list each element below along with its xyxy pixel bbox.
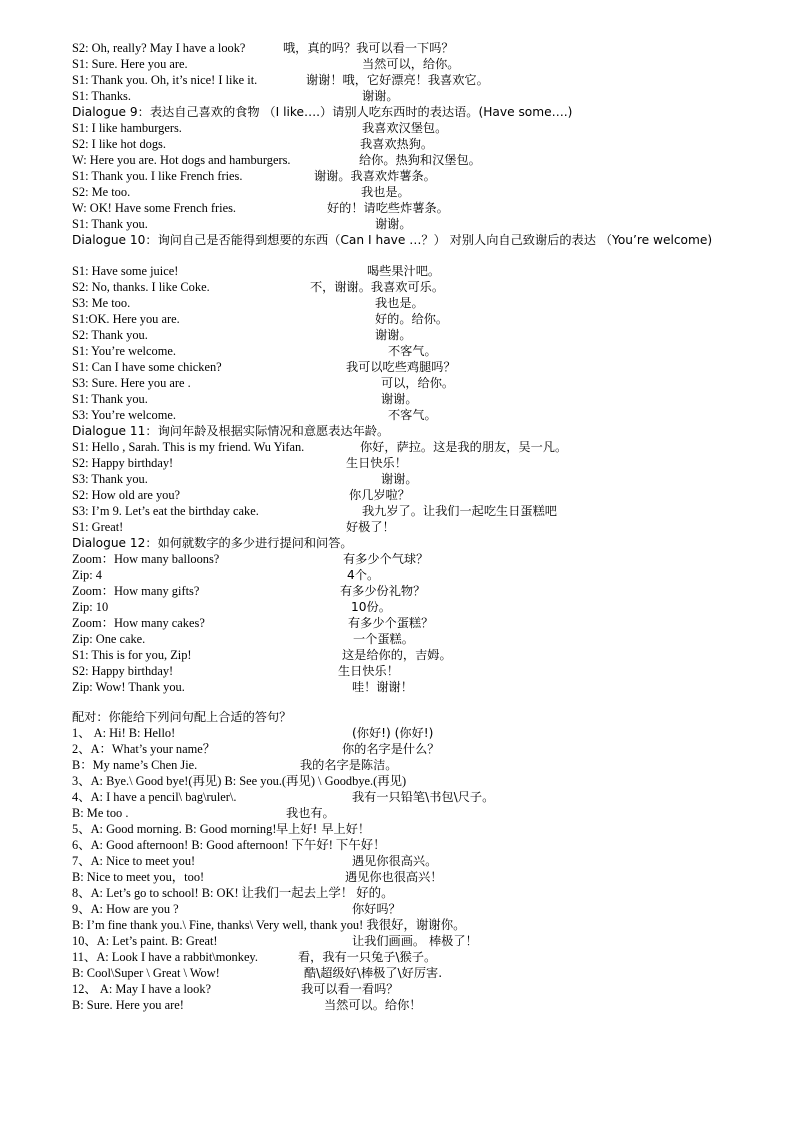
dialogue-line: [72, 869, 762, 885]
dialogue-line: [72, 757, 762, 773]
english-text: S2: I like hot dogs.: [72, 137, 166, 151]
english-text: Zip: One cake.: [72, 632, 146, 646]
heading-text: Dialogue 11：询问年龄及根据实际情况和意愿表达年龄。: [72, 424, 390, 438]
english-text: B: I’m fine thank you.\ Fine, thanks\ Very well, thank you! 我很好，谢谢你。: [72, 918, 466, 932]
english-text: S2: Thank you.: [72, 328, 148, 342]
english-text: B: Cool\Super \ Great \ Wow!: [72, 966, 220, 980]
english-text: Zip: 4: [72, 568, 102, 582]
chinese-translation: 遇见你很高兴。: [352, 854, 438, 868]
chinese-translation: 不客气。: [388, 408, 437, 422]
dialogue-line: [72, 88, 762, 104]
english-text: B: Nice to meet you，too!: [72, 870, 205, 884]
chinese-translation: 谢谢。: [375, 217, 412, 231]
dialogue-line: [72, 216, 762, 232]
dialogue-line: [72, 853, 762, 869]
english-text: S3: You’re welcome.: [72, 408, 176, 422]
chinese-translation: 我也是。: [375, 296, 424, 310]
chinese-translation: 不，谢谢。我喜欢可乐。: [310, 280, 445, 294]
chinese-translation: 4个。: [347, 568, 380, 582]
english-text: S2: No, thanks. I like Coke.: [72, 280, 210, 294]
chinese-translation: 这是给你的，吉姆。: [342, 648, 452, 662]
dialogue-line: [72, 359, 762, 375]
dialogue-line: [72, 279, 762, 295]
section-heading: [72, 423, 762, 439]
chinese-translation: 当然可以。给你！: [324, 998, 422, 1012]
english-text: 5、A: Good morning. B: Good morning!: [72, 822, 277, 836]
english-text: S1: You’re welcome.: [72, 344, 176, 358]
english-text: S2: Happy birthday!: [72, 456, 174, 470]
dialogue-line: [72, 981, 762, 997]
english-text: S3: Thank you.: [72, 472, 148, 486]
chinese-translation: 谢谢。: [362, 89, 399, 103]
chinese-translation: 我九岁了。让我们一起吃生日蛋糕吧: [362, 504, 557, 518]
chinese-translation: 我可以吃些鸡腿吗？: [346, 360, 456, 374]
dialogue-line: [72, 805, 762, 821]
chinese-translation: 我喜欢汉堡包。: [362, 121, 448, 135]
dialogue-line: [72, 949, 762, 965]
dialogue-line: [72, 471, 762, 487]
english-text: Zip: Wow! Thank you.: [72, 680, 185, 694]
dialogue-line: [72, 647, 762, 663]
dialogue-line: [72, 917, 762, 933]
chinese-translation: 我的名字是陈洁。: [300, 758, 398, 772]
dialogue-line: [72, 519, 762, 535]
chinese-translation: 一个蛋糕。: [353, 632, 414, 646]
dialogue-line: [72, 136, 762, 152]
english-text: 8、A: Let’s go to school! B: OK! 让我们一起去上学！ 好的。: [72, 886, 394, 900]
dialogue-line: [72, 152, 762, 168]
chinese-translation: 好的！请吃些炸薯条。: [327, 201, 449, 215]
dialogue-line: [72, 837, 762, 853]
english-text: S1: Thanks.: [72, 89, 131, 103]
dialogue-line: [72, 599, 762, 615]
dialogue-line: [72, 40, 762, 56]
english-text: S1: Thank you. I like French fries.: [72, 169, 243, 183]
dialogue-line: [72, 901, 762, 917]
chinese-translation: 10份。: [351, 600, 391, 614]
chinese-translation: 哇！谢谢！: [352, 680, 413, 694]
english-text: Zip: 10: [72, 600, 109, 614]
dialogue-line: [72, 56, 762, 72]
english-text: S2: How old are you?: [72, 488, 181, 502]
dialogue-line: [72, 821, 762, 837]
chinese-translation: 你几岁啦？: [349, 488, 410, 502]
dialogue-line: [72, 295, 762, 311]
chinese-translation: 有多少个气球？: [343, 552, 429, 566]
english-text: S2: Happy birthday!: [72, 664, 174, 678]
english-text: 6、A: Good afternoon! B: Good afternoon! 下午好! 下午好！: [72, 838, 386, 852]
dialogue-line: [72, 343, 762, 359]
english-text: 7、A: Nice to meet you!: [72, 854, 196, 868]
dialogue-line: [72, 311, 762, 327]
chinese-translation: 生日快乐！: [346, 456, 407, 470]
chinese-translation: 谢谢。我喜欢炸薯条。: [314, 169, 436, 183]
english-text: S3: I’m 9. Let’s eat the birthday cake.: [72, 504, 259, 518]
chinese-translation: 谢谢。: [375, 328, 412, 342]
section-heading: [72, 232, 762, 263]
dialogue-line: [72, 741, 762, 757]
english-text: S2: Me too.: [72, 185, 131, 199]
english-text: Zoom：How many gifts?: [72, 584, 200, 598]
dialogue-line: [72, 168, 762, 184]
english-text: Zoom：How many balloons?: [72, 552, 220, 566]
english-text: W: OK! Have some French fries.: [72, 201, 237, 215]
dialogue-line: [72, 551, 762, 567]
english-text: S3: Sure. Here you are .: [72, 376, 191, 390]
heading-text: Dialogue 12：如何就数字的多少进行提问和问答。: [72, 536, 353, 550]
heading-text: Dialogue 10：询问自己是否能得到想要的东西（Can I have …？） 对别人向自己致谢后的表达 （You’re welcome): [72, 233, 713, 247]
dialogue-line: [72, 455, 762, 471]
section-heading: [72, 104, 762, 120]
chinese-translation: 我有一只铅笔\书包\尺子。: [352, 790, 495, 804]
english-text: Zoom：How many cakes?: [72, 616, 205, 630]
dialogue-line: [72, 327, 762, 343]
chinese-translation: 遇见你也很高兴！: [345, 870, 443, 884]
chinese-translation: 好极了！: [346, 520, 395, 534]
english-text: S1:OK. Here you are.: [72, 312, 180, 326]
dialogue-line: [72, 439, 762, 455]
english-text: S1: Thank you.: [72, 392, 148, 406]
dialogue-line: [72, 615, 762, 631]
dialogue-line: [72, 583, 762, 599]
dialogue-line: [72, 567, 762, 583]
chinese-translation: 当然可以，给你。: [362, 57, 460, 71]
dialogue-line: [72, 375, 762, 391]
english-text: S1: Thank you. Oh, it’s nice! I like it.: [72, 73, 258, 87]
chinese-translation: 可以，给你。: [381, 376, 455, 390]
chinese-translation: 生日快乐！: [338, 664, 399, 678]
english-text: 10、A: Let’s paint. B: Great!: [72, 934, 218, 948]
english-text: B: Sure. Here you are!: [72, 998, 184, 1012]
dialogue-line: [72, 184, 762, 200]
english-text: S1: Hello , Sarah. This is my friend. Wu Yifan.: [72, 440, 305, 454]
english-text: S1: Thank you.: [72, 217, 148, 231]
heading-text: 配对：你能给下列问句配上合适的答句？: [72, 710, 292, 724]
chinese-translation: 我也有。: [286, 806, 335, 820]
dialogue-line: [72, 631, 762, 647]
dialogue-line: [72, 885, 762, 901]
section-heading: [72, 535, 762, 551]
dialogue-line: [72, 663, 762, 679]
english-text: S2: Oh, really? May I have a look?: [72, 41, 246, 55]
english-text: S1: Great!: [72, 520, 124, 534]
chinese-translation: 好的。给你。: [375, 312, 449, 326]
dialogue-line: [72, 997, 762, 1013]
dialogue-line: [72, 725, 762, 741]
heading-text: Dialogue 9：表达自己喜欢的食物 （I like….）请别人吃东西时的表达语。(Have some….): [72, 105, 573, 119]
english-text: W: Here you are. Hot dogs and hamburgers.: [72, 153, 291, 167]
chinese-translation: 给你。热狗和汉堡包。: [359, 153, 481, 167]
chinese-translation: 有多少个蛋糕？: [348, 616, 434, 630]
english-text: 3、A: Bye.\ Good bye!(再见) B: See you.(再见) \ Goodbye.(再见): [72, 774, 407, 788]
chinese-translation: (你好!) (你好!): [352, 726, 434, 740]
chinese-translation: 喝些果汁吧。: [367, 264, 441, 278]
dialogue-line: [72, 391, 762, 407]
dialogue-line: [72, 773, 762, 789]
dialogue-line: [72, 487, 762, 503]
english-text: 12、 A: May I have a look?: [72, 982, 212, 996]
chinese-translation: 有多少份礼物？: [340, 584, 426, 598]
chinese-translation: 我也是。: [361, 185, 410, 199]
dialogue-line: [72, 503, 762, 519]
chinese-translation: 你好，萨拉。这是我的朋友，吴一凡。: [360, 440, 568, 454]
chinese-translation: 早上好! 早上好！: [276, 822, 371, 836]
english-text: S3: Me too.: [72, 296, 131, 310]
dialogue-line: [72, 120, 762, 136]
dialogue-line: [72, 263, 762, 279]
dialogue-line: [72, 72, 762, 88]
english-text: 9、A: How are you ?: [72, 902, 179, 916]
dialogue-line: [72, 789, 762, 805]
english-text: 4、A: I have a pencil\ bag\ruler\.: [72, 790, 237, 804]
english-text: S1: I like hamburgers.: [72, 121, 182, 135]
dialogue-line: [72, 933, 762, 949]
english-text: S1: Have some juice!: [72, 264, 179, 278]
english-text: S1: Can I have some chicken?: [72, 360, 222, 374]
chinese-translation: 谢谢！哦，它好漂亮！我喜欢它。: [306, 73, 489, 87]
chinese-translation: 谢谢。: [381, 472, 418, 486]
english-text: 11、A: Look I have a rabbit\monkey.: [72, 950, 258, 964]
dialogue-line: [72, 965, 762, 981]
english-text: S1: This is for you, Zip!: [72, 648, 192, 662]
chinese-translation: 我可以看一看吗？: [301, 982, 399, 996]
chinese-translation: 我喜欢热狗。: [360, 137, 434, 151]
document-page: [72, 40, 762, 1013]
english-text: B：My name’s Chen Jie.: [72, 758, 198, 772]
dialogue-line: [72, 200, 762, 216]
chinese-translation: 哦，真的吗？我可以看一下吗？: [283, 41, 454, 55]
chinese-translation: 谢谢。: [381, 392, 418, 406]
english-text: 1、 A: Hi! B: Hello!: [72, 726, 176, 740]
chinese-translation: 不客气。: [388, 344, 437, 358]
english-text: S1: Sure. Here you are.: [72, 57, 188, 71]
section-heading: [72, 709, 762, 725]
chinese-translation: 看，我有一只兔子\猴子。: [298, 950, 437, 964]
chinese-translation: 酷\超级好\棒极了\好厉害.: [304, 966, 443, 980]
chinese-translation: 你的名字是什么？: [342, 742, 440, 756]
chinese-translation: 让我们画画。 棒极了！: [352, 934, 478, 948]
english-text: 2、A：What’s your name？: [72, 742, 216, 756]
dialogue-line: [72, 679, 762, 695]
english-text: B: Me too .: [72, 806, 129, 820]
chinese-translation: 你好吗？: [352, 902, 401, 916]
dialogue-line: [72, 407, 762, 423]
